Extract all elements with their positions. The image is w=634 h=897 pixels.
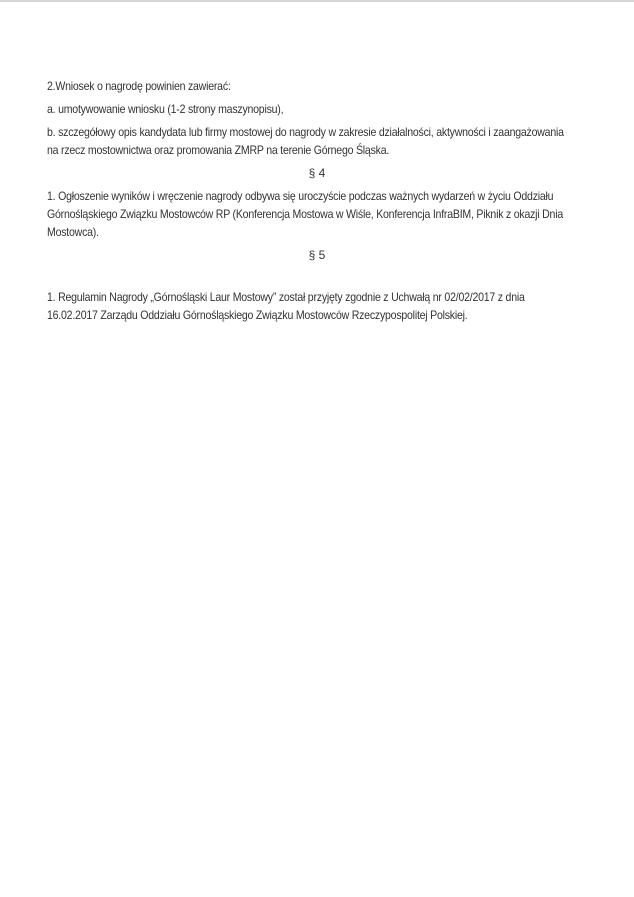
section-heading-4 (0, 164, 634, 182)
text-line: na rzecz mostownictwa oraz promowania ZMRP na terenie Górnego Śląska. (47, 143, 390, 157)
text-line: b. szczegółowy opis kandydata lub firmy mostowej do nagrody w zakresie działalności, aktywności i zaangażowania (47, 125, 564, 139)
paragraph-application-requirements (47, 77, 634, 95)
text-line: 1. Ogłoszenie wyników i wręczenie nagrody odbywa się uroczyście podczas ważnych wydarzeń w życiu Oddziału (47, 189, 554, 203)
text-line: 2.Wniosek o nagrodę powinien zawierać: (47, 79, 231, 93)
text-line: 16.02.2017 Zarządu Oddziału Górnośląskiego Związku Mostowców Rzeczypospolitej Polskiej. (47, 308, 468, 322)
paragraph-award-ceremony (47, 187, 634, 241)
text-line: 1. Regulamin Nagrody „Górnośląski Laur Mostowy” został przyjęty zgodnie z Uchwałą nr 02/02/2017 z dnia (47, 290, 525, 304)
paragraph-adoption (47, 288, 634, 324)
text-line: Górnośląskiego Związku Mostowców RP (Konferencja Mostowa w Wiśle, Konferencja InfraBIM, Piknik z okazji Dnia (47, 207, 563, 221)
paragraph-item-b (47, 123, 634, 159)
paragraph-item-a (47, 100, 634, 118)
text-line: Mostowca). (47, 225, 99, 239)
section-mark: § 4 (308, 166, 326, 180)
text-line: a. umotywowanie wniosku (1-2 strony maszynopisu), (47, 102, 284, 116)
section-heading-5 (0, 246, 634, 264)
page-top-edge (0, 0, 634, 2)
document-content (0, 0, 634, 324)
section-mark: § 5 (308, 248, 326, 262)
